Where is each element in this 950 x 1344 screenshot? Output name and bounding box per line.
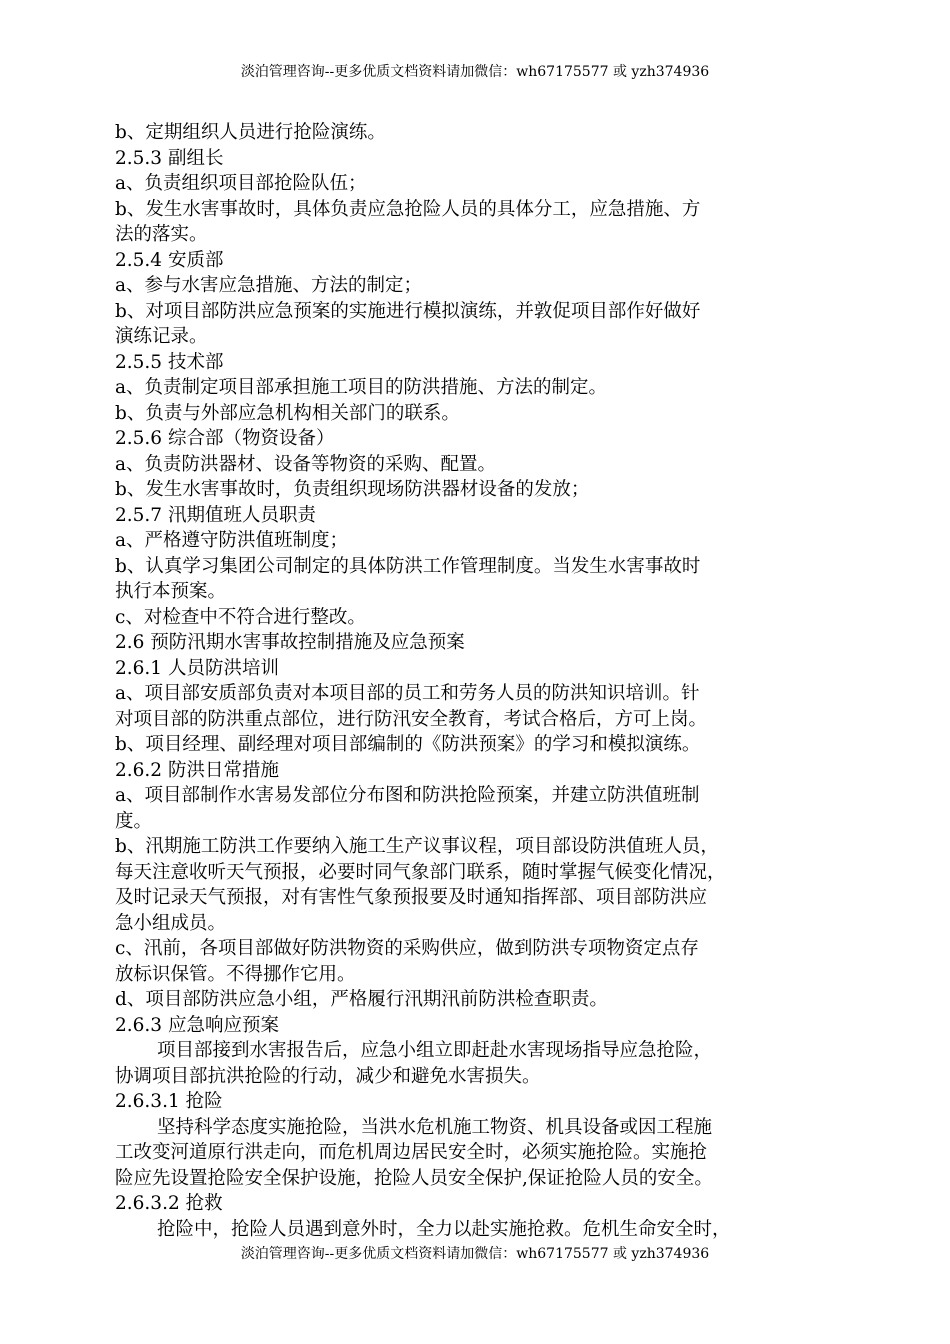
section-heading: 2.6.3 应急响应预案 <box>115 1014 279 1036</box>
text-line: b、项目经理、副经理对项目部编制的《防洪预案》的学习和模拟演练。 <box>115 734 701 755</box>
section-heading: 2.6.1 人员防洪培训 <box>115 657 279 679</box>
section-heading: 2.6 预防汛期水害事故控制措施及应急预案 <box>115 632 465 653</box>
text-line: a、项目部制作水害易发部位分布图和防洪抢险预案，并建立防洪值班制 <box>115 785 700 806</box>
text-line: 急小组成员。 <box>115 912 227 934</box>
paragraph-line: 协调项目部抗洪抢险的行动，减少和避免水害损失。 <box>115 1065 541 1087</box>
text-line: 执行本预案。 <box>115 581 227 602</box>
text-line: 法的落实。 <box>115 224 208 245</box>
text-line: a、负责制定项目部承担施工项目的防洪措施、方法的制定。 <box>115 377 608 398</box>
section-heading: 2.5.6 综合部（物资设备） <box>115 428 335 449</box>
text-line: b、发生水害事故时，负责组织现场防洪器材设备的发放； <box>115 479 590 500</box>
section-heading: 2.5.3 副组长 <box>115 147 224 169</box>
text-line: a、严格遵守防洪值班制度； <box>115 530 349 551</box>
section-heading: 2.6.2 防洪日常措施 <box>115 759 279 781</box>
text-line: a、负责防洪器材、设备等物资的采购、配置。 <box>115 453 497 475</box>
page-header: 淡泊管理咨询--更多优质文档资料请加微信：wh67175577 或 yzh374936 <box>240 64 710 80</box>
paragraph-line: 项目部接到水害报告后，应急小组立即赶赴水害现场指导应急抢险， <box>157 1040 713 1061</box>
text-line: 对项目部的防洪重点部位，进行防汛安全教育，考试合格后，方可上岗。 <box>115 708 708 730</box>
paragraph-line: 险应先设置抢险安全保护设施，抢险人员安全保护,保证抢险人员的安全。 <box>115 1167 713 1189</box>
section-heading: 2.6.3.2 抢救 <box>115 1193 223 1214</box>
text-line: 演练记录。 <box>115 326 208 347</box>
page-footer: 淡泊管理咨询--更多优质文档资料请加微信：wh67175577 或 yzh374936 <box>240 1246 710 1262</box>
paragraph-line: 工改变河道原行洪走向，而危机周边居民安全时，必须实施抢险。实施抢 <box>115 1142 708 1163</box>
document-body <box>115 120 837 1242</box>
text-line: 及时记录天气预报，对有害性气象预报要及时通知指挥部、项目部防洪应 <box>115 887 708 908</box>
text-line: b、对项目部防洪应急预案的实施进行模拟演练，并敦促项目部作好做好 <box>115 300 701 322</box>
section-heading: 2.5.5 技术部 <box>115 351 224 373</box>
section-heading: 2.6.3.1 抢险 <box>115 1091 223 1112</box>
paragraph-line: 坚持科学态度实施抢险，当洪水危机施工物资、机具设备或因工程施 <box>157 1116 713 1138</box>
text-line: 度。 <box>115 810 153 832</box>
text-line: b、认真学习集团公司制定的具体防洪工作管理制度。当发生水害事故时 <box>115 555 701 577</box>
text-line: b、负责与外部应急机构相关部门的联系。 <box>115 402 460 424</box>
text-line: a、项目部安质部负责对本项目部的员工和劳务人员的防洪知识培训。针 <box>115 683 700 704</box>
text-line: c、对检查中不符合进行整改。 <box>115 606 366 628</box>
text-line: b、发生水害事故时，具体负责应急抢险人员的具体分工，应急措施、方 <box>115 198 701 220</box>
paragraph-line: 抢险中，抢险人员遇到意外时，全力以赴实施抢救。危机生命安全时， <box>157 1218 731 1240</box>
text-line: b、定期组织人员进行抢险演练。 <box>115 122 386 143</box>
section-heading: 2.5.4 安质部 <box>115 249 224 271</box>
text-line: 放标识保管。不得挪作它用。 <box>115 963 356 985</box>
section-heading: 2.5.7 汛期值班人员职责 <box>115 504 316 526</box>
text-line: b、汛期施工防洪工作要纳入施工生产议事议程，项目部设防洪值班人员， <box>115 836 719 857</box>
text-line: c、汛前，各项目部做好防洪物资的采购供应，做到防洪专项物资定点存 <box>115 938 699 959</box>
text-line: 每天注意收听天气预报，必要时同气象部门联系，随时掌握气候变化情况， <box>115 861 726 883</box>
text-line: a、负责组织项目部抢险队伍； <box>115 173 367 194</box>
text-line: d、项目部防洪应急小组，严格履行汛期汛前防洪检查职责。 <box>115 989 608 1010</box>
text-line: a、参与水害应急措施、方法的制定； <box>115 275 423 296</box>
